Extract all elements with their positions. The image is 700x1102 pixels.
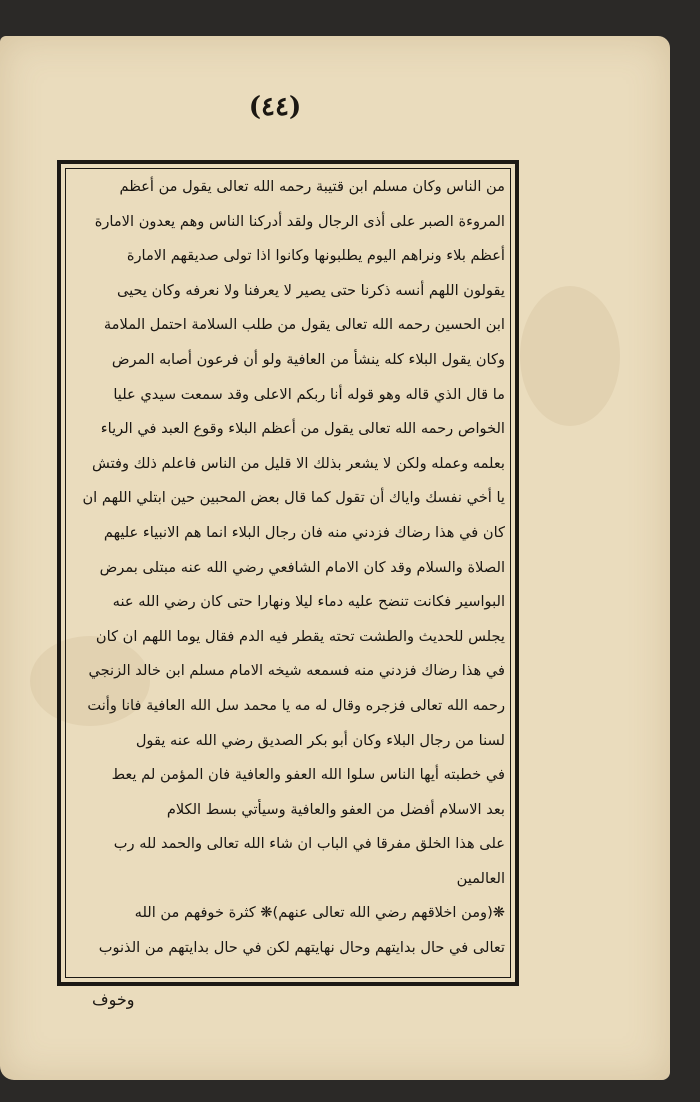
text-line: يا أخي نفسك واياك أن تقول كما قال بعض المحبين حين ابتلي اللهم ان <box>82 489 505 507</box>
text-line: بعد الاسلام أفضل من العفو والعافية وسيأتي بسط الكلام <box>166 800 505 818</box>
text-line: المروءة الصبر على أذى الرجال ولقد أدركنا الناس وهم يعدون الامارة <box>94 212 505 230</box>
text-line: الصلاة والسلام وقد كان الامام الشافعي رضي الله عنه مبتلى بمرض <box>99 558 505 576</box>
catchword: وخوف <box>92 990 135 1009</box>
text-line: ابن الحسين رحمه الله تعالى يقول من طلب السلامة احتمل الملامة <box>103 316 505 334</box>
text-line: الخواص رحمه الله تعالى يقول من أعظم البلاء وقوع العبد في الرياء <box>100 420 505 438</box>
text-line: من الناس وكان مسلم ابن قتيبة رحمه الله تعالى يقول من أعظم <box>119 178 505 195</box>
text-line: في خطبته أيها الناس سلوا الله العفو والعافية فان المؤمن لم يعط <box>111 766 505 784</box>
text-line: تعالى في حال بدايتهم وحال نهايتهم لكن في حال بدايتهم من الذنوب <box>98 939 505 957</box>
text-line: على هذا الخلق مفرقا في الباب ان شاء الله تعالى والحمد لله رب <box>113 835 505 853</box>
text-line: رحمه الله تعالى فزجره وقال له مه يا محمد سل الله العافية فانا وأنت <box>87 696 505 714</box>
text-line: كان في هذا رضاك فزدني منه فان رجال البلاء انما هم الانبياء عليهم <box>103 523 505 541</box>
text-line: لسنا من رجال البلاء وكان أبو بكر الصديق رضي الله عنه يقول <box>135 731 505 749</box>
text-line: ما قال الذي قاله وهو قوله أنا ربكم الاعلى وقد سمعت سيدي عليا <box>113 385 505 403</box>
text-line: وكان يقول البلاء كله ينشأ من العافية ولو أن فرعون أصابه المرض <box>111 350 505 368</box>
text-line: العالمين <box>456 869 505 887</box>
section-heading-line: ❋(ومن اخلاقهم رضي الله تعالى عنهم)❋ كثرة خوفهم من الله <box>134 904 505 922</box>
text-line: في هذا رضاك فزدني منه فسمعه شيخه الامام مسلم ابن خالد الزنجي <box>88 662 505 680</box>
text-line: يجلس للحديث والطشت تحته يقطر فيه الدم فقال يوما اللهم ان كان <box>95 627 505 645</box>
paper-stain <box>520 286 620 426</box>
text-line: أعظم بلاء ونراهم اليوم يطلبونها وكانوا اذا تولى صديقهم الامارة <box>126 247 505 265</box>
body-text <box>75 170 505 966</box>
text-line: بعلمه وعمله ولكن لا يشعر بذلك الا قليل من الناس فاعلم ذلك وفتش <box>91 454 505 472</box>
page-number: (٤٤) <box>248 92 302 122</box>
text-line: البواسير فكانت تنضح عليه دماء ليلا ونهارا حتى كان رضي الله عنه <box>112 593 505 611</box>
text-frame <box>57 160 519 986</box>
text-line: يقولون اللهم أنسه ذكرنا حتى يصير لا يعرفنا ولا نعرفه وكان يحيى <box>116 281 505 299</box>
